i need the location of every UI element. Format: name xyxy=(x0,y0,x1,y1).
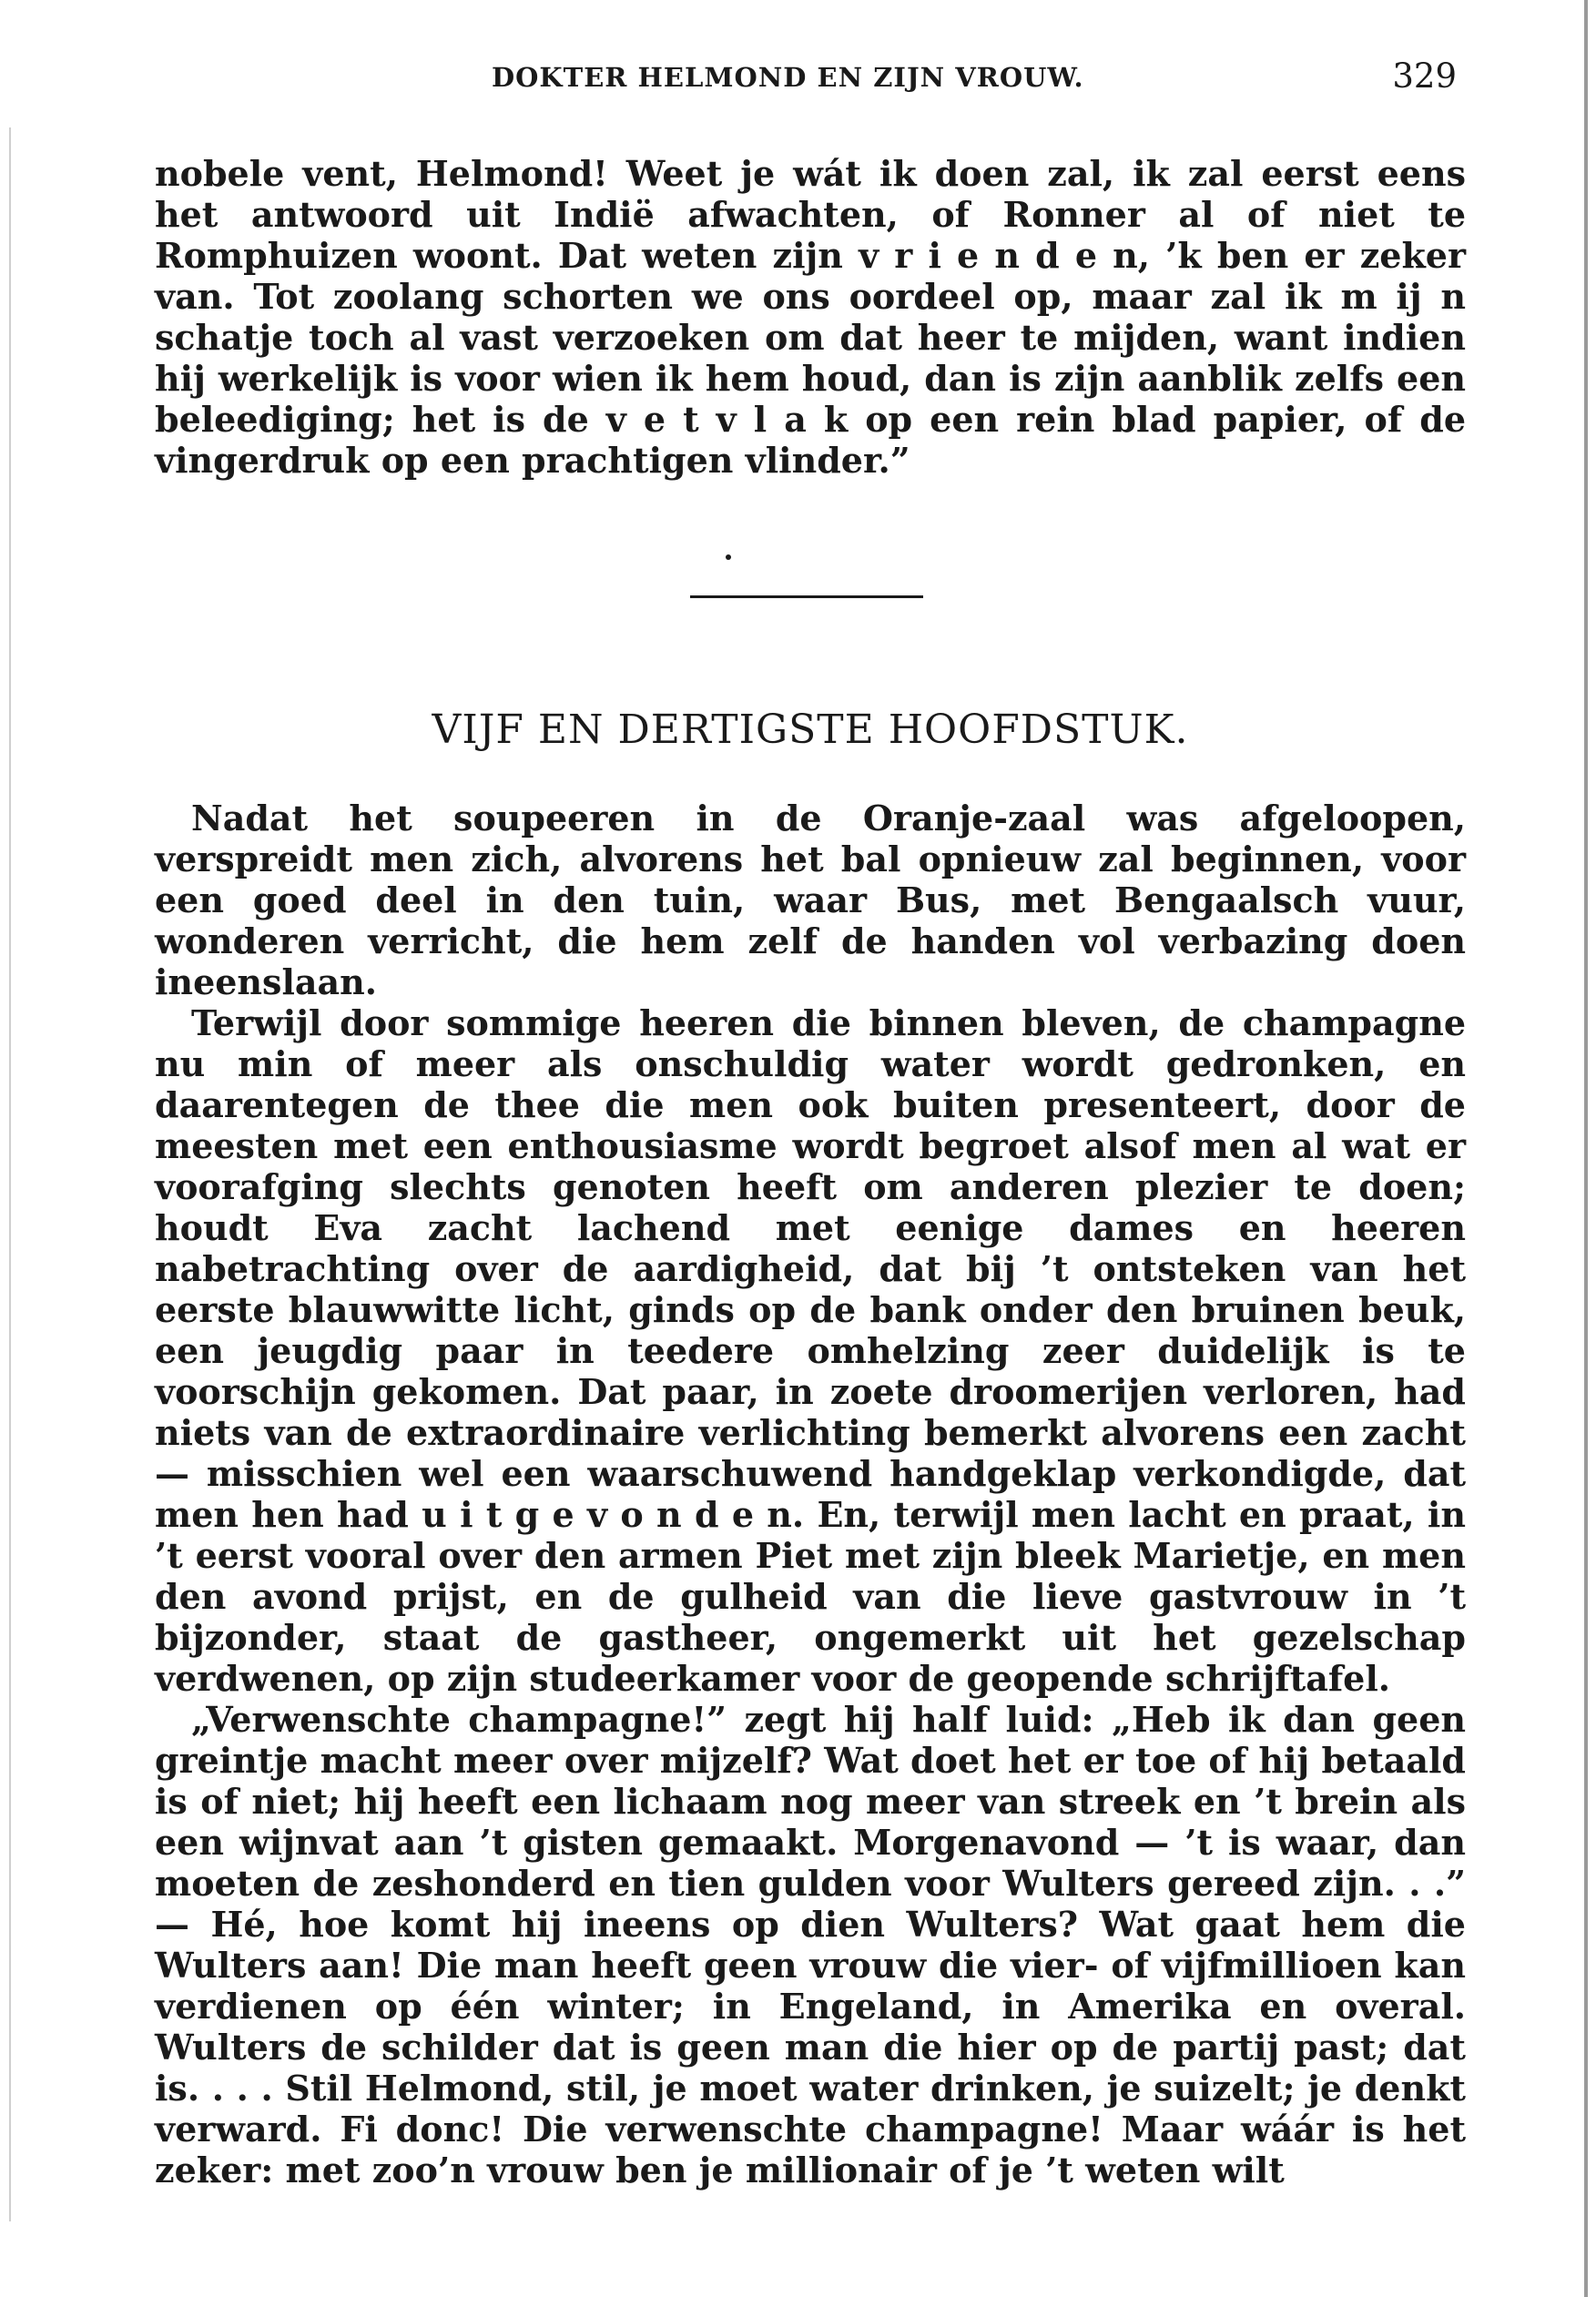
paragraph: nobele vent, Helmond! Weet je wát ik doen zal, ik zal eerst eens het antwoord uit Indië afwachten, of Ronner al of niet te Romphuizen woont. Dat weten zijn v r i e n d e n, ’k ben er zeker van. Tot zoolang schorten we ons oordeel op, maar zal ik m ij n schatje toch al vast verzoeken om dat heer te mijden, want indien hij werkelijk is voor wien ik hem houd, dan is zijn aanblik zelfs een beleediging; het is de v e t v l a k op een rein blad papier, of de vingerdruk op een prachtigen vlinder.” xyxy=(155,153,1466,481)
paragraph: „Verwenschte champagne!” zegt hij half luid: „Heb ik dan geen greintje macht meer over mijzelf? Wat doet het er toe of hij betaald is of niet; hij heeft een lichaam nog meer van streek en ’t brein als een wijnvat aan ’t gisten gemaakt. Morgenavond — ’t is waar, dan moeten de zeshonderd en tien gulden voor Wulters gereed zijn. . .” — Hé, hoe komt hij ineens op dien Wulters? Wat gaat hem die Wulters aan! Die man heeft geen vrouw die vier- of vijfmillioen kan verdienen op één winter; in Engeland, in Amerika en overal. Wulters de schilder dat is geen man die hier op de partij past; dat is. . . . Stil Helmond, stil, je moet water drinken, je suizelt; je denkt verward. Fi donc! Die verwenschte champagne! Maar wáár is het zeker: met zoo’n vrouw ben je millionair of je ’t weten wilt xyxy=(155,1699,1466,2190)
scan-shadow-left xyxy=(9,127,11,2221)
chapter-body xyxy=(155,798,1466,2190)
ornament-dot xyxy=(726,554,731,560)
running-title: DOKTER HELMOND EN ZIJN VROUW. xyxy=(492,62,1084,93)
scan-edge-right xyxy=(1584,0,1588,2297)
page-number: 329 xyxy=(1392,56,1457,96)
page-header xyxy=(155,56,1457,111)
chapter-title: VIJF EN DERTIGSTE HOOFDSTUK. xyxy=(432,706,1189,753)
section-divider xyxy=(690,595,923,598)
paragraph: Terwijl door sommige heeren die binnen bleven, de champagne nu min of meer als onschuldig water wordt gedronken, en daarentegen de thee die men ook buiten presenteert, door de meesten met een enthousiasme wordt begroet alsof men al wat er voorafging slechts genoten heeft om anderen plezier te doen; houdt Eva zacht lachend met eenige dames en heeren nabetrachting over de aardigheid, dat bij ’t ontsteken van het eerste blauwwitte licht, ginds op de bank onder den bruinen beuk, een jeugdig paar in teedere omhelzing zeer duidelijk is te voorschijn gekomen. Dat paar, in zoete droomerijen verloren, had niets van de extraordinaire verlichting bemerkt alvorens een zacht — misschien wel een waarschuwend handgeklap verkondigde, dat men hen had u i t g e v o n d e n. En, terwijl men lacht en praat, in ’t eerst vooral over den armen Piet met zijn bleek Marietje, en men den avond prijst, en de gulheid van die lieve gastvrouw in ’t bijzonder, staat de gastheer, ongemerkt uit het gezelschap verdwenen, op zijn studeerkamer voor de geopende schrijftafel. xyxy=(155,1002,1466,1699)
continued-paragraph xyxy=(155,153,1466,481)
paragraph: Nadat het soupeeren in de Oranje-zaal was afgeloopen, verspreidt men zich, alvorens het bal opnieuw zal beginnen, voor een goed deel in den tuin, waar Bus, met Bengaalsch vuur, wonderen verricht, die hem zelf de handen vol verbazing doen ineenslaan. xyxy=(155,798,1466,1002)
